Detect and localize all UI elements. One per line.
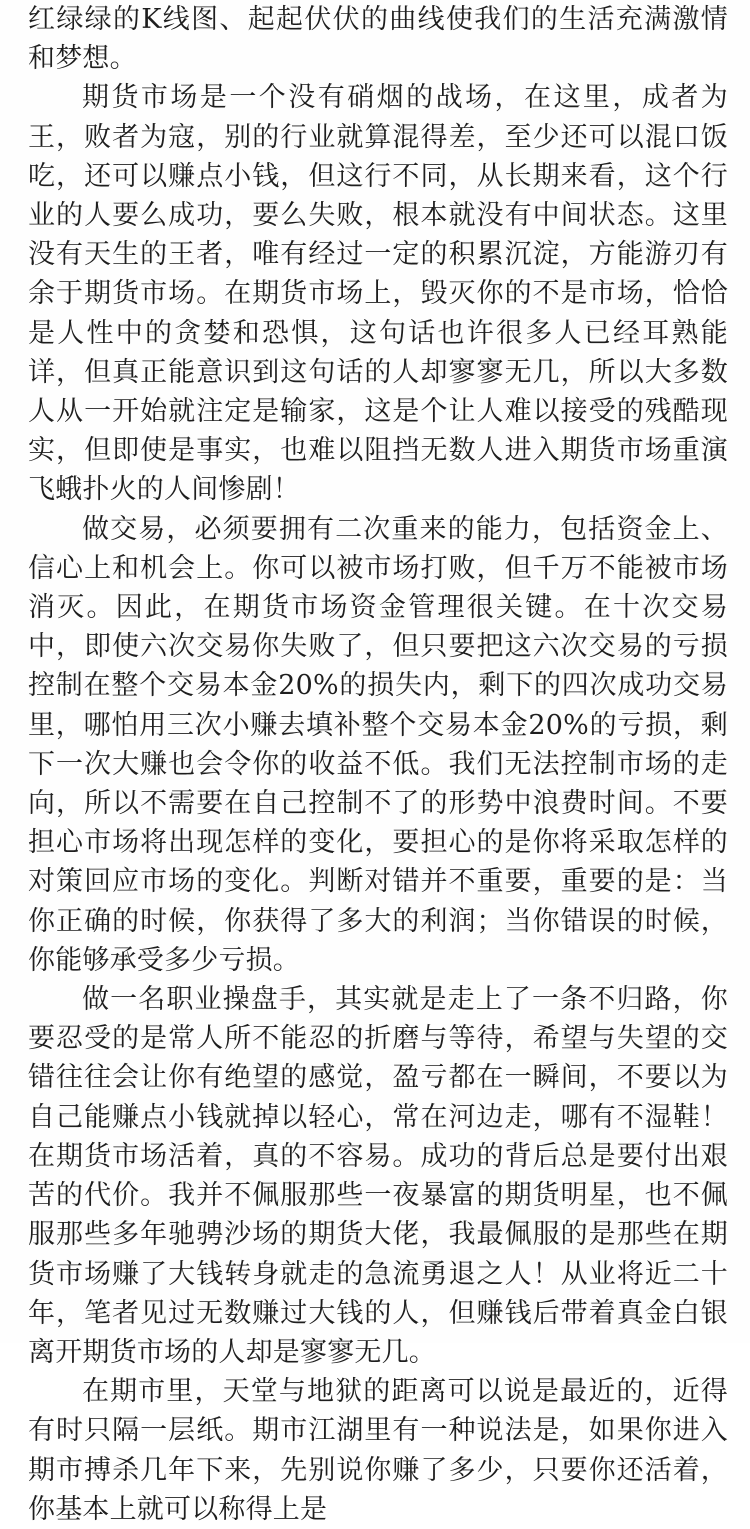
paragraph: 在期市里，天堂与地狱的距离可以说是最近的，近得有时只隔一层纸。期市江湖里有一种说法是，如果你进入期市搏杀几年下来，先别说你赚了多少，只要你还活着，你基本上就可以称得上是 — [28, 1376, 728, 1525]
paragraph: 做交易，必须要拥有二次重来的能力，包括资金上、信心上和机会上。你可以被市场打败，但千万不能被市场消灭。因此，在期货市场资金管理很关键。在十次交易中，即使六次交易你失败了，但只要把这六次交易的亏损控制在整个交易本金20%的损失内，剩下的四次成功交易里，哪怕用三次小赚去填补整个交易本金20%的亏损，剩下一次大赚也会令你的收益不低。我们无法控制市场的走向，所以不需要在自己控制不了的形势中浪费时间。不要担心市场将出现怎样的变化，要担心的是你将采取怎样的对策回应市场的变化。判断对错并不重要，重要的是：当你正确的时候，你获得了多大的利润；当你错误的时候，你能够承受多少亏损。 — [28, 513, 728, 976]
body-text — [28, 0, 728, 1529]
paragraph: 期货市场是一个没有硝烟的战场，在这里，成者为王，败者为寇，别的行业就算混得差，至少还可以混口饭吃，还可以赚点小钱，但这行不同，从长期来看，这个行业的人要么成功，要么失败，根本就没有中间状态。这里没有天生的王者，唯有经过一定的积累沉淀，方能游刃有余于期货市场。在期货市场上，毁灭你的不是市场，恰恰是人性中的贪婪和恐惧，这句话也许很多人已经耳熟能详，但真正能意识到这句话的人却寥寥无几，所以大多数人从一开始就注定是输家，这是个让人难以接受的残酷现实，但即使是事实，也难以阻挡无数人进入期货市场重演飞蛾扑火的人间惨剧！ — [28, 82, 728, 506]
paragraph: 红绿绿的K线图、起起伏伏的曲线使我们的生活充满激情和梦想。 — [28, 4, 728, 75]
paragraph: 做一名职业操盘手，其实就是走上了一条不归路，你要忍受的是常人所不能忍的折磨与等待，希望与失望的交错往往会让你有绝望的感觉，盈亏都在一瞬间，不要以为自己能赚点小钱就掉以轻心，常在河边走，哪有不湿鞋！在期货市场活着，真的不容易。成功的背后总是要付出艰苦的代价。我并不佩服那些一夜暴富的期货明星，也不佩服那些多年驰骋沙场的期货大佬，我最佩服的是那些在期货市场赚了大钱转身就走的急流勇退之人！从业将近二十年，笔者见过无数赚过大钱的人，但赚钱后带着真金白银离开期货市场的人却是寥寥无几。 — [28, 984, 728, 1368]
